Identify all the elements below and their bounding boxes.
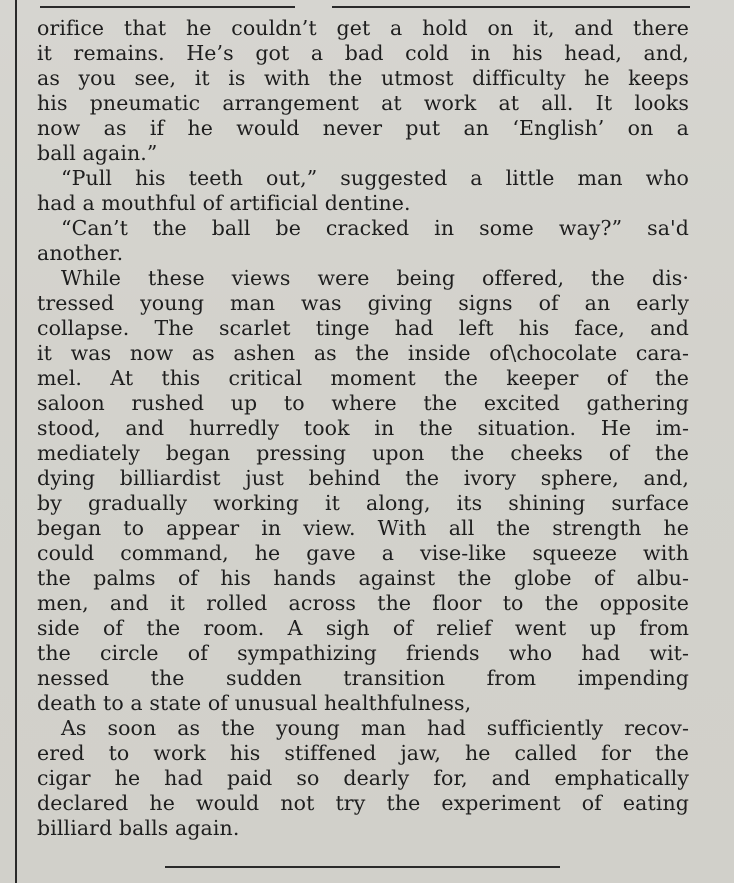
article-line: cigar he had paid so dearly for, and emphatically (37, 766, 689, 790)
article-line: men, and it rolled across the floor to the opposite (37, 591, 689, 615)
article-line: ball again.” (37, 141, 158, 165)
article-line: mel. At this critical moment the keeper of the (37, 366, 689, 390)
article-line: could command, he gave a vise-like squeeze with (37, 541, 689, 565)
bottom-rule (165, 866, 560, 868)
article-line: another. (37, 241, 124, 265)
top-rule-left (40, 6, 295, 8)
article-line: death to a state of unusual healthfulness, (37, 691, 472, 715)
article-line: had a mouthful of artificial dentine. (37, 191, 411, 215)
top-rule-right (332, 6, 690, 8)
article-line: the circle of sympathizing friends who had wit- (37, 641, 689, 665)
article-line: declared he would not try the experiment of eating (37, 791, 689, 815)
article-text (37, 16, 689, 841)
article-line: nessed the sudden transition from impending (37, 666, 689, 690)
article-line: it remains. He’s got a bad cold in his head, and, (37, 41, 689, 65)
article-line: as you see, it is with the utmost difficulty he keeps (37, 66, 689, 90)
article-line: “Can’t the ball be cracked in some way?” sa'd (61, 216, 689, 240)
article-line: now as if he would never put an ‘English’ on a (37, 116, 689, 140)
article-line: “Pull his teeth out,” suggested a little man who (61, 166, 689, 190)
article-line: side of the room. A sigh of relief went up from (37, 616, 689, 640)
column-rule (15, 0, 17, 883)
article-line: by gradually working it along, its shining surface (37, 491, 689, 515)
article-line: ered to work his stiffened jaw, he called for the (37, 741, 689, 765)
article-line: dying billiardist just behind the ivory sphere, and, (37, 466, 689, 490)
article-line: While these views were being offered, the dis· (61, 266, 689, 290)
article-line: it was now as ashen as the inside of\chocolate cara- (37, 341, 689, 365)
article-line: tressed young man was giving signs of an early (37, 291, 689, 315)
article-line: mediately began pressing upon the cheeks of the (37, 441, 689, 465)
article-line: billiard balls again. (37, 816, 240, 840)
article-line: his pneumatic arrangement at work at all. It looks (37, 91, 689, 115)
article-line: collapse. The scarlet tinge had left his face, and (37, 316, 689, 340)
article-line: stood, and hurredly took in the situation. He im- (37, 416, 689, 440)
article-line: As soon as the young man had sufficiently recov- (61, 716, 689, 740)
article-line: the palms of his hands against the globe of albu- (37, 566, 689, 590)
article-line: began to appear in view. With all the strength he (37, 516, 689, 540)
article-line: orifice that he couldn’t get a hold on it, and there (37, 16, 689, 40)
article-line: saloon rushed up to where the excited gathering (37, 391, 689, 415)
